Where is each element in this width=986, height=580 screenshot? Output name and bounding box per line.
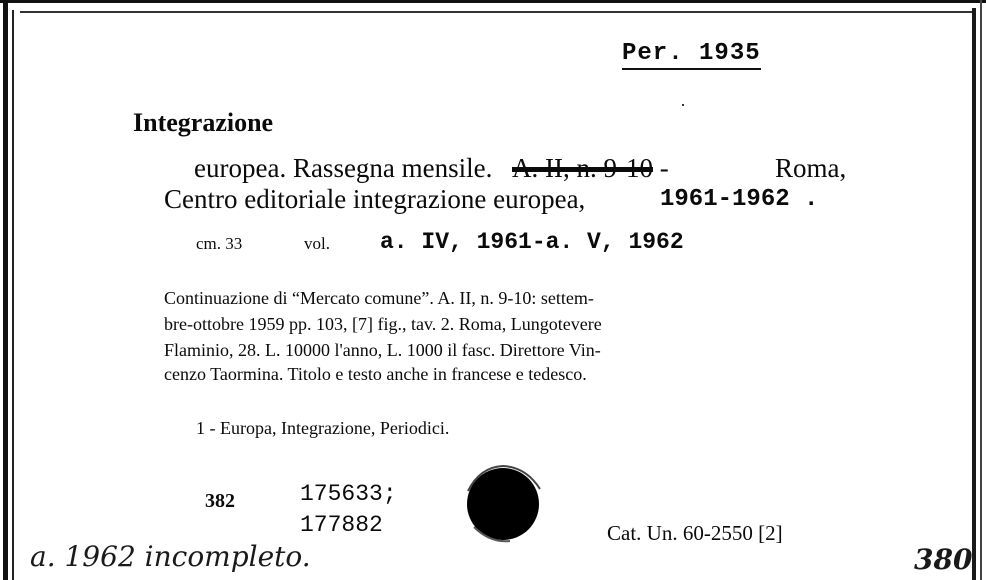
title-years: 1961-1962 . <box>660 186 819 213</box>
subject-headings: 1 - Europa, Integrazione, Periodici. <box>196 418 450 438</box>
pencil-number: 380 <box>914 543 973 576</box>
card-border-left <box>3 0 8 580</box>
card-border-right <box>972 8 976 580</box>
inventory-number-2: 177882 <box>300 512 383 538</box>
heading: Integrazione <box>133 108 274 137</box>
shelfmark: Per. 1935 <box>622 40 761 70</box>
card-inner-border-top <box>20 11 975 13</box>
card-outer-border-right <box>980 0 982 580</box>
card-inner-border-left <box>12 10 14 580</box>
union-catalog-number: Cat. Un. 60-2550 [2] <box>607 521 783 545</box>
inventory-number-1: 175633; <box>300 481 397 507</box>
classification-number: 382 <box>205 490 235 512</box>
note-line: cenzo Taormina. Titolo e testo anche in francese e tedesco. <box>164 364 587 384</box>
holdings: a. IV, 1961-a. V, 1962 <box>380 229 684 255</box>
stray-mark <box>682 104 684 106</box>
struck-text: A. II, n. 9-10 <box>512 153 653 183</box>
size-label: cm. 33 <box>196 234 243 253</box>
title-line-1-struck <box>512 153 669 184</box>
card-border-top <box>0 0 986 3</box>
title-place: Roma, <box>775 153 847 183</box>
title-dash: - <box>659 153 669 183</box>
title-line-1: europea. Rassegna mensile. <box>194 153 493 183</box>
handwritten-note: a. 1962 incompleto. <box>30 540 311 573</box>
vol-label: vol. <box>304 234 330 253</box>
note-line: Continuazione di “Mercato comune”. A. II, n. 9-10: settem- <box>164 288 594 308</box>
punch-hole <box>460 461 546 547</box>
note-line: bre-ottobre 1959 pp. 103, [7] fig., tav. 2. Roma, Lungotevere <box>164 314 602 334</box>
note-line: Flaminio, 28. L. 10000 l'anno, L. 1000 il fasc. Direttore Vin- <box>164 340 601 360</box>
title-line-2: Centro editoriale integrazione europea, <box>164 184 586 214</box>
